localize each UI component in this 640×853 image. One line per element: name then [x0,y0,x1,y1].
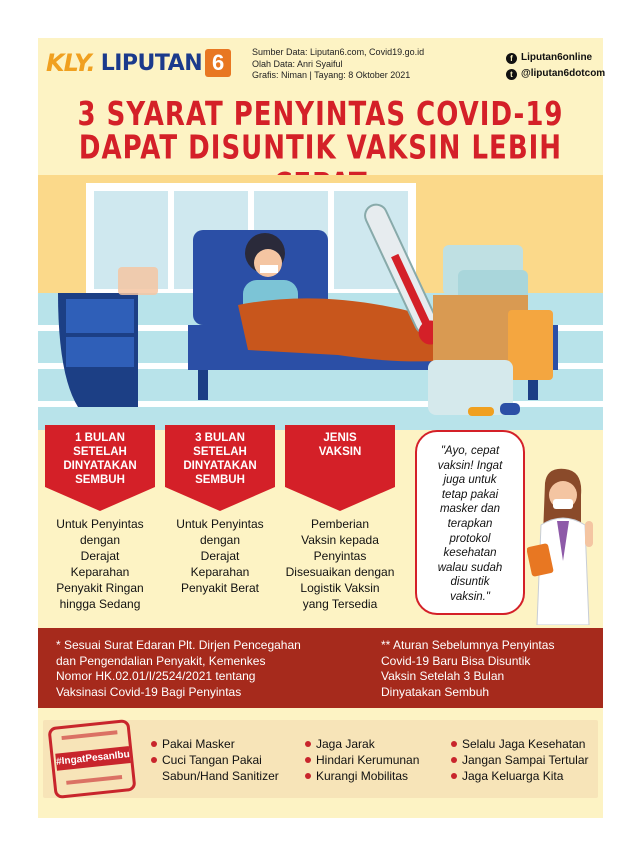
bubble-line: juga untuk [443,474,497,487]
card-arrow [285,487,395,511]
card-header [165,425,275,487]
note-line: Covid-19 Baru Bisa Disuntik [381,653,531,668]
note-line: ** Aturan Sebelumnya Penyintas [381,638,555,652]
card-header-line: 1 BULAN [75,432,125,444]
card-header-line: DINYATAKAN [183,460,257,472]
card-header-line: VAKSIN [318,446,362,458]
card-body-line: dengan [199,533,241,547]
card-arrow [165,487,275,511]
reminder-column-1 [151,736,279,784]
title-line-2: DAPAT DISUNTIK VAKSIN LEBIH [78,129,563,167]
reminder-item: Selalu Jaga Kesehatan [451,736,589,752]
bubble-line: "Ayo, cepat [440,445,500,457]
card-header-line: DINYATAKAN [63,460,137,472]
bubble-line: vaksin." [450,590,490,603]
source-line: Sumber Data: Liputan6.com, Covid19.go.id [252,47,425,57]
reminder-column-2 [305,736,419,784]
card-3-months [165,425,275,596]
note-line: dan Pengendalian Penyakit, Kemenkes [56,653,266,668]
reminder-item: Cuci Tangan Pakai [151,752,279,768]
ingat-pesan-ibu-stamp [47,719,136,799]
bubble-line: tetap pakai [441,488,499,501]
bubble-line: terapkan [447,517,493,530]
card-body-line: Untuk Penyintas [56,517,144,531]
note-previous-rule [381,638,591,700]
patient-illustration [38,175,603,430]
reminder-item: Kurangi Mobilitas [305,768,419,784]
liputan6-logo[interactable] [46,48,231,78]
card-body-line: hingga Sedang [59,597,141,611]
card-body [45,511,155,612]
card-body-line: Logistik Vaksin [300,581,380,595]
liputan-logo-text: LIPUTAN [100,50,203,76]
card-body-line: Keparahan [190,565,250,579]
card-body-line: Penyakit Berat [180,581,260,595]
reminder-item: Jaga Keluarga Kita [451,768,589,784]
card-header-line: 3 BULAN [195,432,245,444]
card-header [45,425,155,487]
twitter-icon: t [506,69,517,80]
card-header-line: SETELAH [73,446,127,458]
card-header-line: SEMBUH [75,474,125,486]
reminder-item: Pakai Masker [151,736,279,752]
note-line: * Sesuai Surat Edaran Plt. Dirjen Pencegahan [56,638,301,652]
card-body-line: Derajat [200,549,240,563]
editor-line: Olah Data: Anri Syaiful [252,58,343,69]
reminder-section [38,715,603,790]
bubble-line: vaksin! Ingat [437,459,503,472]
twitter-label: @liputan6dotcom [521,68,606,79]
doctor-illustration [527,465,599,625]
card-body-line: Untuk Penyintas [176,517,264,531]
card-body [285,511,395,612]
bubble-line: walau sudah [437,561,503,574]
reminder-item-continued: Sabun/Hand Sanitizer [162,769,279,783]
bubble-line: kesehatan [443,547,497,560]
speech-bubble [415,430,525,615]
six-logo-badge: 6 [205,49,231,77]
card-header [285,425,395,487]
stamp-decoration [66,775,122,785]
bubble-line: disuntik [450,576,490,589]
title-line-1: 3 SYARAT PENYINTAS COVID-19 [77,96,564,134]
note-circular-letter [56,638,356,700]
facebook-icon: f [506,53,517,64]
stamp-label: #IngatPesanIbu [55,746,130,771]
card-body-line: Derajat [80,549,120,563]
card-body-line: Vaksin kepada [301,533,379,547]
note-line: Vaksinasi Covid-19 Bagi Penyintas [56,684,242,699]
facebook-label: Liputan6online [521,52,593,63]
note-line: Nomor HK.02.01/I/2524/2021 tentang [56,669,256,683]
bubble-line: masker dan [439,503,501,516]
card-body-line: Disesuaikan dengan [285,565,395,579]
graphics-line: Grafis: Niman | Tayang: 8 Oktober 2021 [252,70,411,80]
card-arrow [45,487,155,511]
notes-bar [38,628,603,708]
bubble-line: protokol [449,532,491,545]
reminder-column-3 [451,736,589,784]
twitter-handle[interactable] [506,66,605,82]
note-line: Vaksin Setelah 3 Bulan [381,669,505,683]
card-body-line: Keparahan [70,565,130,579]
card-header-line: SETELAH [193,446,247,458]
card-body [165,511,275,596]
card-body-line: Penyintas [313,549,367,563]
reminder-item: Jaga Jarak [305,736,419,752]
card-vaccine-type [285,425,395,612]
requirement-cards [45,425,415,625]
reminder-item: Jangan Sampai Tertular [451,752,589,768]
header [38,38,606,90]
stamp-decoration [61,730,117,740]
card-header-line: SEMBUH [195,474,245,486]
kly-logo-text: KLY. [46,49,95,77]
reminder-item: Hindari Kerumunan [305,752,419,768]
social-handles [506,50,605,82]
reminder-panel [43,720,598,798]
card-body-line: Penyakit Ringan [56,581,144,595]
facebook-handle[interactable] [506,50,605,66]
card-header-line: JENIS [323,432,357,444]
card-body-line: yang Tersedia [302,597,378,611]
card-1-month [45,425,155,612]
card-body-line: dengan [79,533,121,547]
card-body-line: Pemberian [310,517,370,531]
note-line: Dinyatakan Sembuh [381,684,490,699]
source-credits [252,47,424,82]
